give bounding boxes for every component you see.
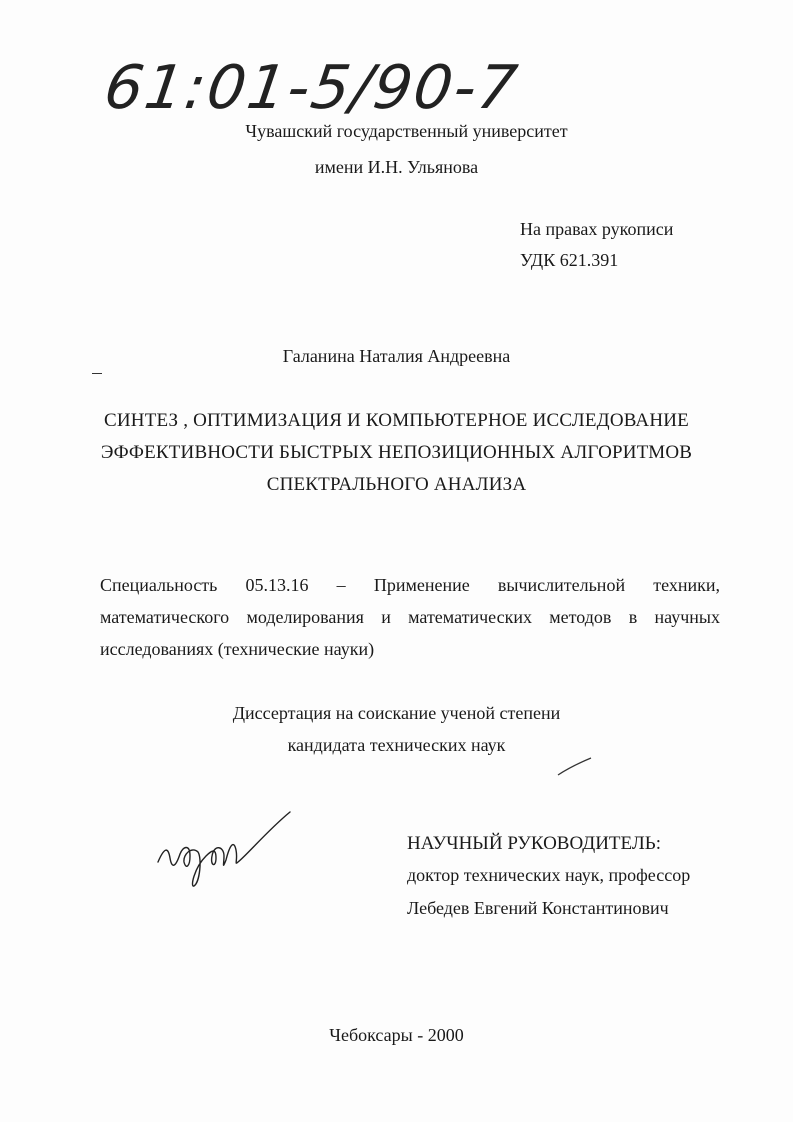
supervisor-degree: доктор технических наук, профессор: [407, 865, 691, 885]
specialty-block: [100, 569, 720, 665]
handwritten-signature: [150, 800, 300, 890]
specialty-line-3: исследованиях (технические науки): [100, 639, 375, 659]
degree-line-1: Диссертация на соискание ученой степени: [232, 703, 561, 723]
city-year: Чебоксары - 2000: [329, 1025, 464, 1045]
specialty-line-1: Специальность 05.13.16 – Применение вычислительной техники,: [100, 575, 720, 595]
degree-line-2: кандидата технических наук: [287, 735, 506, 755]
margin-dash: [92, 373, 102, 374]
manuscript-rights: На правах рукописи: [520, 219, 674, 239]
supervisor-heading: НАУЧНЫЙ РУКОВОДИТЕЛЬ:: [407, 833, 661, 854]
author-name: Галанина Наталия Андреевна: [282, 346, 511, 366]
university-name: Чувашский государственный университет: [245, 121, 568, 141]
title-line-3: СПЕКТРАЛЬНОГО АНАЛИЗА: [266, 474, 527, 495]
handwritten-archive-number: 61:01-5/90-7: [100, 53, 524, 123]
university-named-after: имени И.Н. Ульянова: [314, 157, 479, 177]
title-line-2: ЭФФЕКТИВНОСТИ БЫСТРЫХ НЕПОЗИЦИОННЫХ АЛГОРИТМОВ: [100, 442, 693, 463]
pen-stroke-mark: [555, 755, 595, 780]
specialty-line-2: математического моделирования и математических методов в научных: [100, 607, 720, 627]
udk-code: УДК 621.391: [520, 250, 619, 270]
title-line-1: СИНТЕЗ , ОПТИМИЗАЦИЯ И КОМПЬЮТЕРНОЕ ИССЛЕДОВАНИЕ: [104, 410, 689, 431]
supervisor-name: Лебедев Евгений Константинович: [407, 898, 669, 918]
